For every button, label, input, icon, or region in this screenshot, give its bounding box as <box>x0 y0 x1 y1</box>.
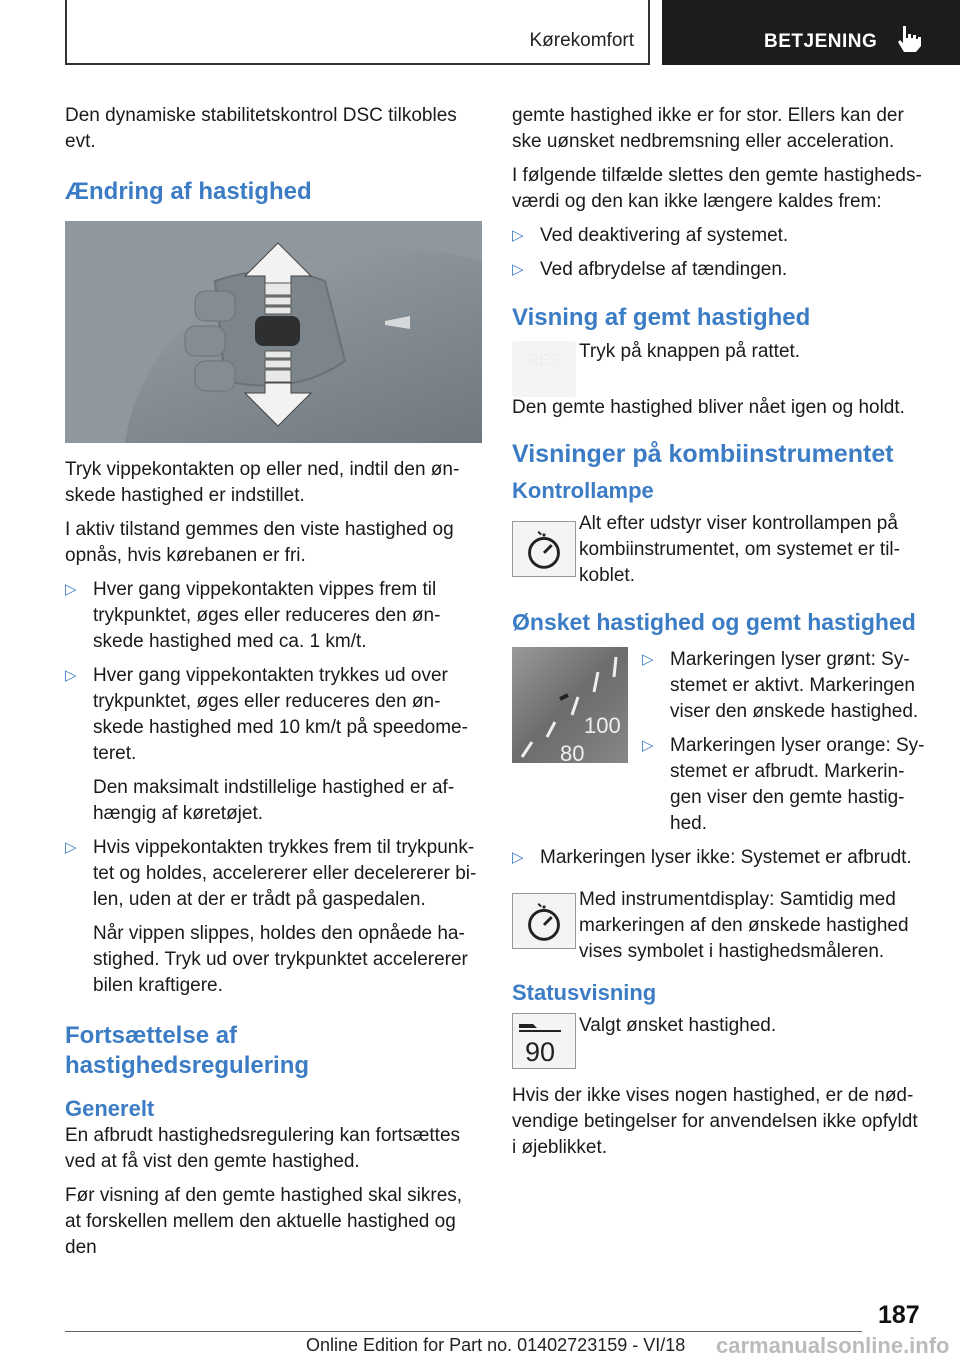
list-item: ▷ Ved afbrydelse af tændingen. <box>512 257 926 283</box>
header-chapter-title: BETJENING <box>764 31 878 52</box>
header-section-title: Kørekomfort <box>529 30 634 51</box>
heading-desired-speed: Ønsket hastighed og gemt hastighed <box>512 609 916 635</box>
paragraph-active-state: I aktiv tilstand gemmes den viste hastighed og opnås, hvis kørebanen er fri. <box>65 519 454 566</box>
heading-continue-regulation: Fortsættelse af hastighedsregulering <box>65 1022 310 1079</box>
paragraph-deletion-cases: I følgende tilfælde slettes den gemte hastighedsværdi og den kan ikke længere kaldes frem: <box>512 165 922 212</box>
triangle-bullet-icon: ▷ <box>512 261 524 278</box>
res-button-row <box>512 339 926 389</box>
list-item: ▷ Hver gang vippekontakten vippes frem til trykpunktet, øges eller reduceres den ønskede hastighed med ca. 1 km/t. <box>65 579 441 652</box>
paragraph-press-button: Tryk på knappen på rattet. <box>579 341 801 362</box>
paragraph-general-1: En afbrudt hastighedsregulering kan fortsættes ved at få vist den gemte hastighed. <box>65 1125 461 1172</box>
header-chapter-tab <box>662 0 960 65</box>
paragraph-status: Valgt ønsket hastighed. <box>579 1015 777 1036</box>
triangle-bullet-icon: ▷ <box>65 667 77 684</box>
status-speed-icon <box>512 1013 576 1069</box>
status-speed-illustration <box>513 1014 567 1068</box>
list-item: ▷ Markeringen lyser ikke: Systemet er afbrudt. <box>512 845 926 871</box>
cruise-control-icon <box>512 521 576 577</box>
steering-wheel-illustration <box>65 221 482 443</box>
speedometer-image <box>512 647 628 763</box>
speed-marking-row <box>512 647 926 837</box>
list-item: ▷ Hvis vippekontakten trykkes frem til trykpunktet og holdes, accelererer eller decelererer bilen, uden at der er trådt på gaspedalen. Når vippen slippes, holdes den opnåede hastighed. Tryk ud over trykpunktet accelererer bilen kraftigere. <box>65 835 482 999</box>
speedometer-label-80: 80 <box>560 741 585 763</box>
triangle-bullet-icon: ▷ <box>65 581 77 598</box>
paragraph-speed-reached: Den gemte hastighed bliver nået igen og holdt. <box>512 397 905 418</box>
triangle-bullet-icon: ▷ <box>65 839 77 856</box>
marking-list-off <box>512 845 926 871</box>
heading-indicator-lamp: Kontrollampe <box>512 478 654 503</box>
footer-edition: Online Edition for Part no. 01402723159 - VI/18 <box>306 1335 686 1355</box>
right-column <box>512 103 926 1169</box>
paragraph-indicator-lamp: Alt efter udstyr viser kontrollampen på kombiinstrumentet, om systemet er tilkoblet. <box>579 513 900 586</box>
triangle-bullet-icon: ▷ <box>512 227 524 244</box>
heading-general: Generelt <box>65 1096 155 1121</box>
list-item-note: Når vippen slippes, holdes den opnåede hastighed. Tryk ud over trykpunktet accelererer bilen kraftigere. <box>93 923 468 996</box>
pointing-hand-icon <box>894 24 924 54</box>
paragraph-general-2: Før visning af den gemte hastighed skal sikres, at forskellen mellem den aktuelle hastighed og den <box>65 1185 463 1258</box>
rocker-bullet-list <box>65 577 482 999</box>
heading-status-display: Statusvisning <box>512 980 657 1005</box>
status-speed-value: 90 <box>525 1037 556 1067</box>
intro-paragraph: Den dynamiske stabilitetskontrol DSC tilkobles evt. <box>65 105 457 152</box>
deletion-case-list <box>512 223 926 283</box>
list-item: ▷ Markeringen lyser grønt: Systemet er aktivt. Markeringen viser den ønskede hastighed. <box>642 649 919 722</box>
header-section-box <box>65 0 650 65</box>
page-number: 187 <box>878 1301 920 1329</box>
left-column <box>65 103 482 1269</box>
paragraph-push-rocker: Tryk vippekontakten op eller ned, indtil den ønskede hastighed er indstillet. <box>65 459 460 506</box>
footer-watermark: carmanualsonline.info <box>716 1333 950 1358</box>
triangle-bullet-icon: ▷ <box>642 651 654 668</box>
res-button-icon: RES <box>512 341 576 397</box>
list-item: ▷ Markeringen lyser orange: Systemet er afbrudt. Markeringen viser den gemte hastighed. <box>642 735 925 834</box>
indicator-lamp-row <box>512 511 926 589</box>
footer-divider <box>65 1331 862 1332</box>
paragraph-continued: gemte hastighed ikke er for stor. Ellers kan der ske uønsket nedbremsning eller acceleration. <box>512 105 904 152</box>
paragraph-no-speed: Hvis der ikke vises nogen hastighed, er de nødvendige betingelser for anvendelsen ikke opfyldt i øjeblikket. <box>512 1085 918 1158</box>
triangle-bullet-icon: ▷ <box>642 737 654 754</box>
list-item: ▷ Ved deaktivering af systemet. <box>512 223 926 249</box>
marking-list <box>642 647 926 837</box>
heading-show-stored-speed: Visning af gemt hastighed <box>512 304 811 331</box>
steering-wheel-rocker-photo <box>65 221 482 443</box>
status-display-row <box>512 1013 926 1073</box>
heading-change-speed: Ændring af hastighed <box>65 178 312 205</box>
heading-cluster-displays: Visninger på kombiinstrumentet <box>512 440 894 468</box>
list-item-note: Den maksimalt indstillelige hastighed er afhængig af køretøjet. <box>93 777 455 824</box>
cruise-control-icon <box>512 893 576 949</box>
paragraph-instrument-display: Med instrumentdisplay: Samtidig med markeringen af den ønskede hastighed vises symbolet i hastighedsmåleren. <box>579 889 909 962</box>
triangle-bullet-icon: ▷ <box>512 849 524 866</box>
speedometer-label-100: 100 <box>584 713 621 738</box>
instrument-display-row <box>512 887 926 967</box>
list-item: ▷ Hver gang vippekontakten trykkes ud over trykpunktet, øges eller reduceres den ønskede hastighed med 10 km/t på speedometeret. Den maksimalt indstillelige hastighed er afhængig af køretøjet. <box>65 663 482 827</box>
speedometer-illustration <box>512 647 628 763</box>
